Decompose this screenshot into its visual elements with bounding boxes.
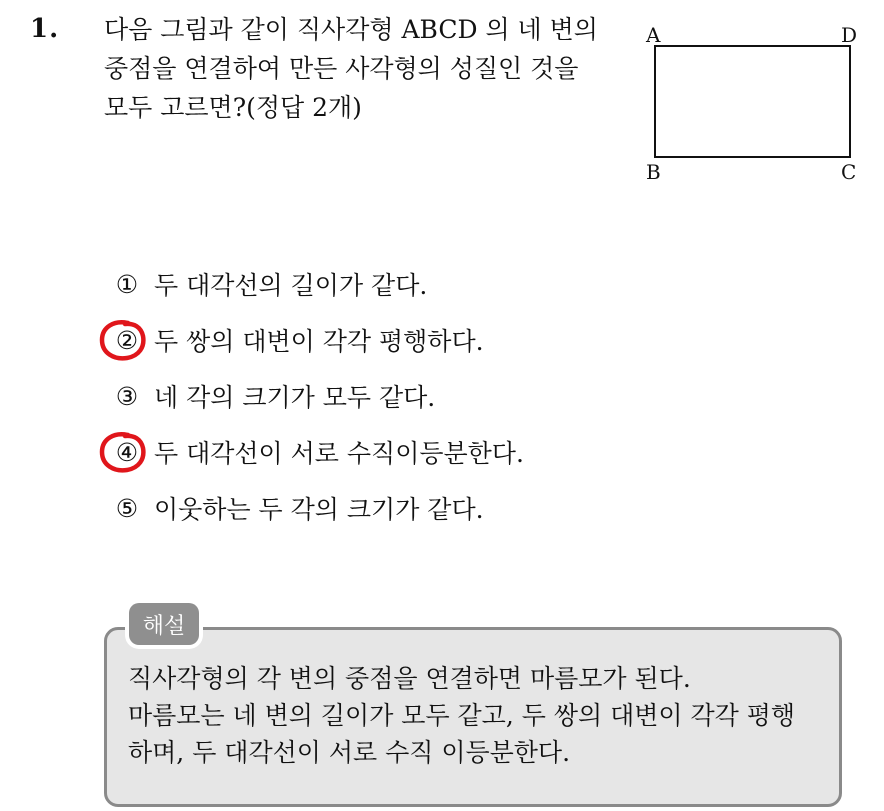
choice-number: ③ xyxy=(115,381,139,411)
vertex-label-b: B xyxy=(646,160,661,184)
choice-5[interactable] xyxy=(104,480,804,536)
solution-line: 직사각형의 각 변의 중점을 연결하면 마름모가 된다. xyxy=(128,664,691,693)
vertex-label-d: D xyxy=(841,23,858,47)
choice-4[interactable] xyxy=(104,424,804,480)
choice-text: 두 대각선의 길이가 같다. xyxy=(154,271,428,300)
choice-text: 두 대각선이 서로 수직이등분한다. xyxy=(154,439,524,468)
choice-number: ④ xyxy=(115,437,139,467)
question-number: 1. xyxy=(30,14,60,44)
choice-2[interactable] xyxy=(104,312,804,368)
rectangle-abcd-figure xyxy=(640,22,870,187)
choice-number: ⑤ xyxy=(115,493,139,523)
vertex-label-a: A xyxy=(646,23,661,47)
question-line: 다음 그림과 같이 직사각형 ABCD 의 네 변의 xyxy=(104,15,598,44)
choice-3[interactable] xyxy=(104,368,804,424)
choice-text: 두 쌍의 대변이 각각 평행하다. xyxy=(154,327,484,356)
question-line: 모두 고르면?(정답 2개) xyxy=(104,93,362,122)
choice-1[interactable] xyxy=(104,256,804,312)
vertex-label-c: C xyxy=(841,160,857,184)
solution-line: 마름모는 네 변의 길이가 모두 같고, 두 쌍의 대변이 각각 평행 xyxy=(128,701,796,730)
solution-text xyxy=(128,660,828,771)
choice-text: 네 각의 크기가 모두 같다. xyxy=(154,383,436,412)
question-text xyxy=(104,10,624,127)
answer-choices xyxy=(104,256,804,536)
choice-number: ① xyxy=(115,269,139,299)
choice-number: ② xyxy=(115,325,139,355)
question-line: 중점을 연결하여 만든 사각형의 성질인 것을 xyxy=(104,54,579,83)
rectangle-abcd xyxy=(655,46,850,157)
solution-line: 하며, 두 대각선이 서로 수직 이등분한다. xyxy=(128,738,571,767)
solution-label: 해설 xyxy=(129,603,199,645)
choice-text: 이웃하는 두 각의 크기가 같다. xyxy=(154,495,484,524)
